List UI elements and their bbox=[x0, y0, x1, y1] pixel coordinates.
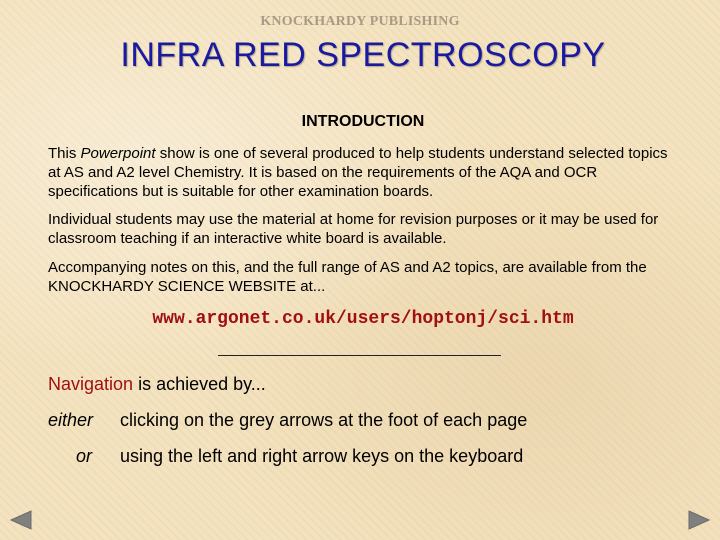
navigation-word: Navigation bbox=[48, 374, 134, 394]
option-label-either: either bbox=[48, 410, 94, 430]
website-url-link[interactable]: www.argonet.co.uk/users/hoptonj/sci.htm bbox=[152, 309, 574, 329]
intro-paragraph-1 bbox=[48, 144, 678, 201]
navigation-intro bbox=[48, 374, 266, 395]
option-text-either: clicking on the grey arrows at the foot of each page bbox=[120, 410, 528, 430]
intro-p1-after: show is one of several produced to help students understand selected topics at AS and A2 level Chemistry. It is based on the requirements of the AQA and OCR specifications but is suitable for other examination boards. bbox=[48, 145, 668, 200]
publisher-name: KNOCKHARDY PUBLISHING bbox=[260, 14, 460, 29]
option-text-or: using the left and right arrow keys on the keyboard bbox=[120, 446, 524, 466]
intro-p1-italic: Powerpoint bbox=[80, 145, 156, 162]
triangle-right-icon bbox=[688, 510, 710, 530]
option-label-or: or bbox=[76, 446, 93, 466]
intro-p1-before: This bbox=[48, 145, 81, 162]
triangle-left-icon bbox=[10, 510, 32, 530]
navigation-rest: is achieved by... bbox=[133, 374, 266, 394]
previous-page-button[interactable] bbox=[10, 510, 32, 530]
intro-paragraph-2: Individual students may use the material at home for revision purposes or it may be used for classroom teaching if an interactive white board is available. bbox=[48, 211, 659, 247]
page-title: INFRA RED SPECTROSCOPY bbox=[120, 36, 606, 74]
intro-paragraph-3: Accompanying notes on this, and the full range of AS and A2 topics, are available from the KNOCKHARDY SCIENCE WEBSITE at... bbox=[48, 259, 647, 295]
divider-line bbox=[218, 355, 501, 356]
next-page-button[interactable] bbox=[688, 510, 710, 530]
intro-heading: INTRODUCTION bbox=[301, 113, 425, 130]
